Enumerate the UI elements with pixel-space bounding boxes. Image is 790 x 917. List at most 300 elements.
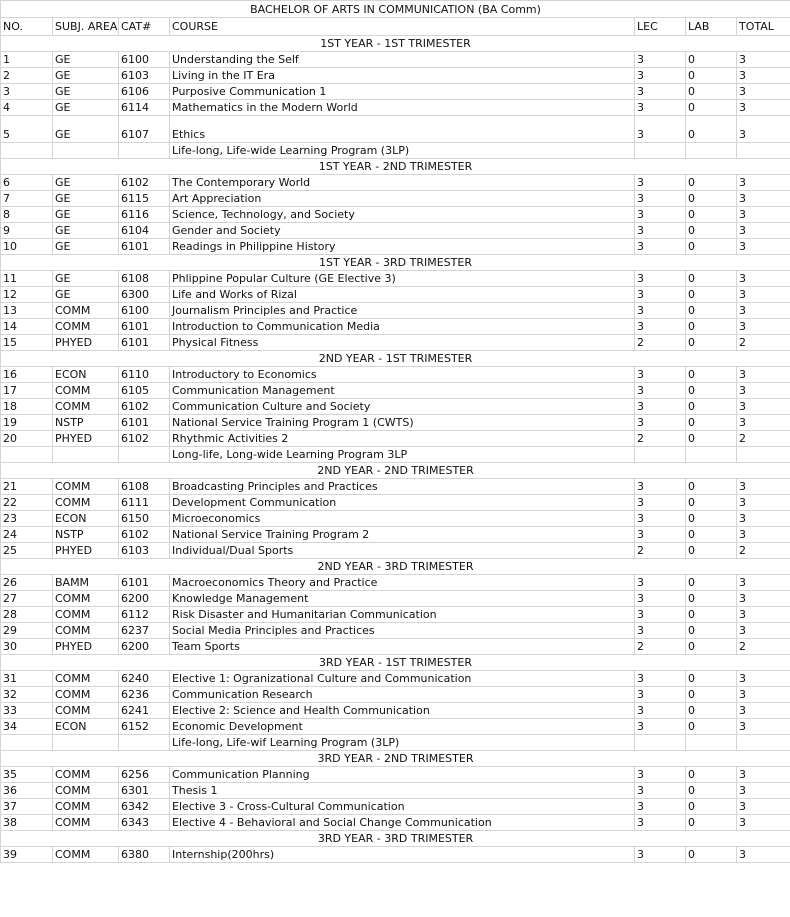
- cell-course: Macroeconomics Theory and Practice: [170, 575, 635, 591]
- cell-cat: 6108: [119, 479, 170, 495]
- cell-total: 3: [737, 511, 790, 527]
- cell-total: [737, 447, 790, 463]
- cell-no: 6: [1, 175, 53, 191]
- course-row: [1, 847, 790, 863]
- trimester-header-row: [1, 559, 790, 575]
- cell-no: 27: [1, 591, 53, 607]
- cell-course: Internship(200hrs): [170, 847, 635, 863]
- trimester-label: 2ND YEAR - 1ST TRIMESTER: [1, 351, 790, 367]
- cell-no: 36: [1, 783, 53, 799]
- course-row: [1, 116, 790, 143]
- cell-lab: 0: [686, 116, 737, 143]
- cell-cat: 6107: [119, 116, 170, 143]
- cell-lab: [686, 735, 737, 751]
- trimester-label: 3RD YEAR - 3RD TRIMESTER: [1, 831, 790, 847]
- cell-cat: 6103: [119, 68, 170, 84]
- course-row: [1, 287, 790, 303]
- course-row: [1, 623, 790, 639]
- trimester-label: 3RD YEAR - 2ND TRIMESTER: [1, 751, 790, 767]
- course-row: [1, 575, 790, 591]
- header-cat: CAT#: [119, 18, 170, 36]
- cell-lec: 3: [635, 116, 686, 143]
- cell-lec: 3: [635, 84, 686, 100]
- cell-lab: 0: [686, 799, 737, 815]
- cell-cat: 6237: [119, 623, 170, 639]
- cell-total: 3: [737, 767, 790, 783]
- cell-no: 18: [1, 399, 53, 415]
- cell-lec: 3: [635, 799, 686, 815]
- program-title: BACHELOR OF ARTS IN COMMUNICATION (BA Comm): [1, 1, 790, 18]
- cell-total: 3: [737, 303, 790, 319]
- cell-lab: 0: [686, 543, 737, 559]
- cell-lab: 0: [686, 415, 737, 431]
- cell-no: 31: [1, 671, 53, 687]
- cell-lab: 0: [686, 319, 737, 335]
- course-row: [1, 175, 790, 191]
- trimester-header-row: [1, 159, 790, 175]
- cell-cat: 6108: [119, 271, 170, 287]
- cell-course: Life and Works of Rizal: [170, 287, 635, 303]
- course-row: [1, 703, 790, 719]
- cell-lec: 3: [635, 575, 686, 591]
- header-total: TOTAL: [737, 18, 790, 36]
- cell-subject-area: [53, 143, 119, 159]
- cell-course: Elective 4 - Behavioral and Social Change Communication: [170, 815, 635, 831]
- cell-no: 3: [1, 84, 53, 100]
- course-row: [1, 68, 790, 84]
- cell-course: Microeconomics: [170, 511, 635, 527]
- cell-subject-area: GE: [53, 207, 119, 223]
- cell-subject-area: COMM: [53, 703, 119, 719]
- cell-lec: 3: [635, 479, 686, 495]
- course-row: [1, 367, 790, 383]
- cell-cat: 6300: [119, 287, 170, 303]
- cell-total: 3: [737, 223, 790, 239]
- cell-total: 3: [737, 175, 790, 191]
- cell-course: Knowledge Management: [170, 591, 635, 607]
- cell-course: Living in the IT Era: [170, 68, 635, 84]
- cell-subject-area: COMM: [53, 495, 119, 511]
- cell-subject-area: GE: [53, 52, 119, 68]
- cell-lec: 3: [635, 100, 686, 116]
- cell-no: 16: [1, 367, 53, 383]
- cell-subject-area: [53, 735, 119, 751]
- cell-subject-area: COMM: [53, 623, 119, 639]
- course-row: [1, 383, 790, 399]
- cell-course: Understanding the Self: [170, 52, 635, 68]
- cell-cat: 6342: [119, 799, 170, 815]
- cell-course: Elective 1: Ogranizational Culture and Communication: [170, 671, 635, 687]
- cell-total: 3: [737, 575, 790, 591]
- cell-lec: 3: [635, 815, 686, 831]
- cell-lec: 3: [635, 767, 686, 783]
- trimester-header-row: [1, 463, 790, 479]
- cell-subject-area: COMM: [53, 479, 119, 495]
- cell-no: 1: [1, 52, 53, 68]
- cell-total: 3: [737, 687, 790, 703]
- cell-total: 2: [737, 543, 790, 559]
- cell-course: Art Appreciation: [170, 191, 635, 207]
- course-row: [1, 543, 790, 559]
- cell-course: Communication Planning: [170, 767, 635, 783]
- cell-total: 3: [737, 399, 790, 415]
- cell-lec: 3: [635, 287, 686, 303]
- course-row: [1, 799, 790, 815]
- cell-cat: 6101: [119, 319, 170, 335]
- cell-course: Long-life, Long-wide Learning Program 3LP: [170, 447, 635, 463]
- cell-lab: 0: [686, 623, 737, 639]
- cell-total: 3: [737, 68, 790, 84]
- cell-no: 26: [1, 575, 53, 591]
- header-row: [1, 18, 790, 36]
- cell-lab: 0: [686, 303, 737, 319]
- course-row: [1, 271, 790, 287]
- cell-subject-area: COMM: [53, 399, 119, 415]
- cell-course: Elective 2: Science and Health Communication: [170, 703, 635, 719]
- course-row: [1, 100, 790, 116]
- cell-subject-area: GE: [53, 116, 119, 143]
- cell-lab: 0: [686, 84, 737, 100]
- cell-course: Risk Disaster and Humanitarian Communication: [170, 607, 635, 623]
- cell-lab: 0: [686, 703, 737, 719]
- cell-subject-area: GE: [53, 175, 119, 191]
- cell-subject-area: COMM: [53, 767, 119, 783]
- cell-lab: 0: [686, 191, 737, 207]
- trimester-header-row: [1, 351, 790, 367]
- cell-cat: 6111: [119, 495, 170, 511]
- cell-subject-area: GE: [53, 84, 119, 100]
- course-row: [1, 223, 790, 239]
- cell-no: 2: [1, 68, 53, 84]
- course-row: [1, 207, 790, 223]
- cell-course: Communication Management: [170, 383, 635, 399]
- cell-lab: 0: [686, 207, 737, 223]
- course-row: [1, 527, 790, 543]
- cell-lec: 3: [635, 399, 686, 415]
- cell-lab: 0: [686, 671, 737, 687]
- cell-lec: [635, 143, 686, 159]
- cell-subject-area: GE: [53, 223, 119, 239]
- cell-subject-area: BAMM: [53, 575, 119, 591]
- cell-lab: 0: [686, 639, 737, 655]
- course-row: [1, 335, 790, 351]
- course-row: [1, 319, 790, 335]
- cell-course: Economic Development: [170, 719, 635, 735]
- cell-subject-area: GE: [53, 271, 119, 287]
- cell-total: 3: [737, 84, 790, 100]
- cell-no: 11: [1, 271, 53, 287]
- cell-lec: 3: [635, 495, 686, 511]
- cell-total: 3: [737, 319, 790, 335]
- cell-course: Rhythmic Activities 2: [170, 431, 635, 447]
- course-row: [1, 447, 790, 463]
- trimester-header-row: [1, 36, 790, 52]
- cell-lab: [686, 447, 737, 463]
- trimester-label: 2ND YEAR - 3RD TRIMESTER: [1, 559, 790, 575]
- trimester-header-row: [1, 655, 790, 671]
- cell-lec: 3: [635, 303, 686, 319]
- cell-total: 3: [737, 287, 790, 303]
- cell-course: Broadcasting Principles and Practices: [170, 479, 635, 495]
- cell-lab: 0: [686, 239, 737, 255]
- cell-cat: 6240: [119, 671, 170, 687]
- cell-no: 24: [1, 527, 53, 543]
- cell-lec: 3: [635, 719, 686, 735]
- cell-cat: 6343: [119, 815, 170, 831]
- cell-course: Communication Culture and Society: [170, 399, 635, 415]
- cell-no: 33: [1, 703, 53, 719]
- cell-no: 8: [1, 207, 53, 223]
- cell-no: 30: [1, 639, 53, 655]
- trimester-label: 1ST YEAR - 1ST TRIMESTER: [1, 36, 790, 52]
- cell-lec: 3: [635, 671, 686, 687]
- cell-lec: 3: [635, 52, 686, 68]
- cell-cat: 6301: [119, 783, 170, 799]
- course-row: [1, 719, 790, 735]
- cell-lec: 2: [635, 335, 686, 351]
- cell-lab: 0: [686, 511, 737, 527]
- cell-total: 3: [737, 271, 790, 287]
- cell-lec: 2: [635, 543, 686, 559]
- cell-subject-area: ECON: [53, 719, 119, 735]
- cell-cat: 6102: [119, 175, 170, 191]
- cell-subject-area: COMM: [53, 383, 119, 399]
- cell-cat: 6256: [119, 767, 170, 783]
- cell-course: Gender and Society: [170, 223, 635, 239]
- cell-lab: 0: [686, 335, 737, 351]
- cell-lec: [635, 735, 686, 751]
- cell-course: National Service Training Program 2: [170, 527, 635, 543]
- cell-total: 3: [737, 783, 790, 799]
- cell-no: 37: [1, 799, 53, 815]
- trimester-label: 1ST YEAR - 3RD TRIMESTER: [1, 255, 790, 271]
- cell-subject-area: COMM: [53, 687, 119, 703]
- cell-no: 10: [1, 239, 53, 255]
- cell-no: 12: [1, 287, 53, 303]
- cell-cat: 6100: [119, 52, 170, 68]
- cell-lab: 0: [686, 175, 737, 191]
- header-subject-area: SUBJ. AREA: [53, 18, 119, 36]
- cell-cat: 6101: [119, 575, 170, 591]
- cell-course: Life-long, Life-wif Learning Program (3LP): [170, 735, 635, 751]
- course-row: [1, 639, 790, 655]
- cell-no: [1, 735, 53, 751]
- cell-no: 22: [1, 495, 53, 511]
- cell-no: 21: [1, 479, 53, 495]
- cell-course: Mathematics in the Modern World: [170, 100, 635, 116]
- cell-lec: 3: [635, 319, 686, 335]
- cell-lec: 3: [635, 207, 686, 223]
- cell-lec: 2: [635, 639, 686, 655]
- course-row: [1, 239, 790, 255]
- cell-lab: 0: [686, 783, 737, 799]
- cell-subject-area: PHYED: [53, 543, 119, 559]
- cell-total: 3: [737, 100, 790, 116]
- cell-subject-area: GE: [53, 239, 119, 255]
- cell-lab: 0: [686, 575, 737, 591]
- cell-subject-area: PHYED: [53, 431, 119, 447]
- cell-subject-area: COMM: [53, 319, 119, 335]
- cell-no: 23: [1, 511, 53, 527]
- cell-lab: 0: [686, 287, 737, 303]
- trimester-header-row: [1, 751, 790, 767]
- cell-total: 2: [737, 639, 790, 655]
- cell-subject-area: ECON: [53, 511, 119, 527]
- cell-no: 25: [1, 543, 53, 559]
- cell-course: Social Media Principles and Practices: [170, 623, 635, 639]
- cell-lec: [635, 447, 686, 463]
- cell-course: Thesis 1: [170, 783, 635, 799]
- cell-no: [1, 143, 53, 159]
- cell-cat: 6101: [119, 415, 170, 431]
- cell-subject-area: GE: [53, 287, 119, 303]
- course-row: [1, 431, 790, 447]
- cell-cat: 6104: [119, 223, 170, 239]
- cell-cat: [119, 143, 170, 159]
- cell-subject-area: COMM: [53, 799, 119, 815]
- cell-cat: 6100: [119, 303, 170, 319]
- cell-cat: 6102: [119, 431, 170, 447]
- cell-subject-area: NSTP: [53, 415, 119, 431]
- cell-lab: 0: [686, 383, 737, 399]
- cell-lab: 0: [686, 399, 737, 415]
- cell-no: 35: [1, 767, 53, 783]
- cell-lab: 0: [686, 271, 737, 287]
- cell-total: 3: [737, 815, 790, 831]
- cell-lab: [686, 143, 737, 159]
- cell-lec: 3: [635, 527, 686, 543]
- cell-lec: 3: [635, 415, 686, 431]
- cell-cat: 6152: [119, 719, 170, 735]
- cell-no: 28: [1, 607, 53, 623]
- cell-subject-area: COMM: [53, 303, 119, 319]
- cell-cat: 6110: [119, 367, 170, 383]
- course-row: [1, 399, 790, 415]
- cell-total: 3: [737, 52, 790, 68]
- course-row: [1, 687, 790, 703]
- cell-cat: 6200: [119, 639, 170, 655]
- cell-lec: 3: [635, 703, 686, 719]
- cell-no: 13: [1, 303, 53, 319]
- cell-no: 4: [1, 100, 53, 116]
- cell-cat: 6115: [119, 191, 170, 207]
- cell-no: 38: [1, 815, 53, 831]
- cell-subject-area: PHYED: [53, 335, 119, 351]
- cell-total: 3: [737, 207, 790, 223]
- cell-lab: 0: [686, 223, 737, 239]
- cell-no: 32: [1, 687, 53, 703]
- cell-total: 3: [737, 479, 790, 495]
- cell-cat: 6112: [119, 607, 170, 623]
- cell-subject-area: COMM: [53, 607, 119, 623]
- cell-course: Life-long, Life-wide Learning Program (3LP): [170, 143, 635, 159]
- cell-lec: 3: [635, 511, 686, 527]
- cell-course: Elective 3 - Cross-Cultural Communication: [170, 799, 635, 815]
- cell-cat: 6380: [119, 847, 170, 863]
- cell-total: 3: [737, 623, 790, 639]
- cell-cat: 6105: [119, 383, 170, 399]
- cell-total: 3: [737, 847, 790, 863]
- cell-total: 2: [737, 431, 790, 447]
- course-row: [1, 495, 790, 511]
- header-no: NO.: [1, 18, 53, 36]
- cell-cat: 6101: [119, 335, 170, 351]
- course-row: [1, 84, 790, 100]
- cell-lab: 0: [686, 495, 737, 511]
- cell-lec: 3: [635, 383, 686, 399]
- cell-course: Science, Technology, and Society: [170, 207, 635, 223]
- cell-course: Development Communication: [170, 495, 635, 511]
- cell-total: [737, 143, 790, 159]
- cell-subject-area: GE: [53, 100, 119, 116]
- cell-subject-area: COMM: [53, 815, 119, 831]
- cell-lab: 0: [686, 607, 737, 623]
- cell-course: Physical Fitness: [170, 335, 635, 351]
- cell-total: 3: [737, 799, 790, 815]
- cell-course: Introductory to Economics: [170, 367, 635, 383]
- cell-course: Ethics: [170, 116, 635, 143]
- cell-cat: 6236: [119, 687, 170, 703]
- cell-subject-area: ECON: [53, 367, 119, 383]
- cell-cat: [119, 735, 170, 751]
- course-row: [1, 479, 790, 495]
- course-row: [1, 735, 790, 751]
- course-row: [1, 671, 790, 687]
- cell-lab: 0: [686, 367, 737, 383]
- cell-total: 3: [737, 703, 790, 719]
- cell-cat: 6106: [119, 84, 170, 100]
- cell-lab: 0: [686, 767, 737, 783]
- cell-lab: 0: [686, 815, 737, 831]
- cell-total: 3: [737, 591, 790, 607]
- cell-subject-area: PHYED: [53, 639, 119, 655]
- cell-total: 3: [737, 415, 790, 431]
- cell-subject-area: COMM: [53, 671, 119, 687]
- course-row: [1, 783, 790, 799]
- cell-no: 14: [1, 319, 53, 335]
- course-row: [1, 815, 790, 831]
- cell-no: [1, 447, 53, 463]
- cell-lec: 3: [635, 367, 686, 383]
- cell-lab: 0: [686, 431, 737, 447]
- cell-lab: 0: [686, 687, 737, 703]
- cell-total: [737, 735, 790, 751]
- cell-lec: 3: [635, 223, 686, 239]
- trimester-label: 3RD YEAR - 1ST TRIMESTER: [1, 655, 790, 671]
- cell-total: 3: [737, 367, 790, 383]
- cell-cat: 6102: [119, 399, 170, 415]
- cell-lab: 0: [686, 719, 737, 735]
- cell-cat: 6241: [119, 703, 170, 719]
- cell-lec: 3: [635, 68, 686, 84]
- header-lab: LAB: [686, 18, 737, 36]
- course-row: [1, 415, 790, 431]
- cell-lec: 3: [635, 623, 686, 639]
- cell-total: 3: [737, 607, 790, 623]
- cell-no: 9: [1, 223, 53, 239]
- cell-course: Phlippine Popular Culture (GE Elective 3): [170, 271, 635, 287]
- cell-lab: 0: [686, 591, 737, 607]
- trimester-label: 1ST YEAR - 2ND TRIMESTER: [1, 159, 790, 175]
- cell-cat: 6103: [119, 543, 170, 559]
- cell-total: 3: [737, 383, 790, 399]
- course-row: [1, 511, 790, 527]
- cell-course: Readings in Philippine History: [170, 239, 635, 255]
- cell-subject-area: COMM: [53, 591, 119, 607]
- cell-subject-area: GE: [53, 191, 119, 207]
- cell-no: 39: [1, 847, 53, 863]
- cell-course: National Service Training Program 1 (CWTS): [170, 415, 635, 431]
